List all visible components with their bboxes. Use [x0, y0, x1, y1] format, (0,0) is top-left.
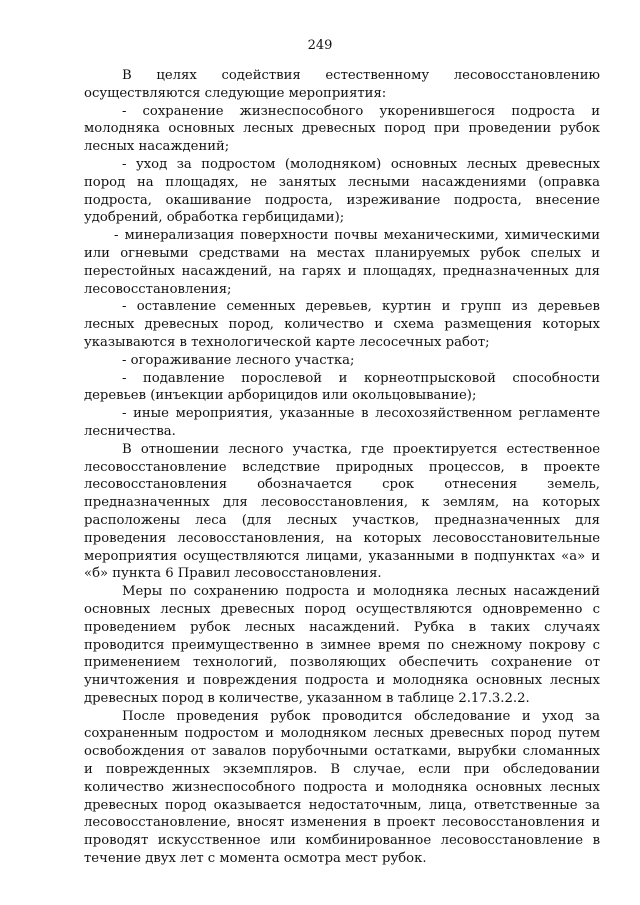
list-item-seed-trees: - оставление семенных деревьев, куртин и групп из деревьев лесных древесных пород, количество и схема размещения которых указываются в технологической карте лесосечных работ;	[84, 299, 600, 350]
list-item-fencing: - огораживание лесного участка;	[122, 352, 355, 368]
page-number: 249	[307, 38, 333, 53]
list-item-care: - уход за подростом (молодняком) основных лесных древесных пород на площадях, не занятых лесными насаждениями (оправка подроста, окашивание подроста, изреживание подроста, внесение удобрений, обработка гербицидами);	[84, 156, 600, 226]
document-body	[84, 67, 600, 868]
paragraph-intro: В целях содействия естественному лесовосстановлению осуществляются следующие мероприятия:	[84, 68, 600, 101]
list-item-suppression: - подавление порослевой и корнеотпрысковой способности деревьев (инъекции арборицидов или окольцовывание);	[84, 370, 600, 404]
list-item-mineralization: - минерализация поверхности почвы механическими, химическими или огневыми средствами на местах планируемых рубок спелых и перестойных насаждений, на гарях и площадях, предназначенных для лесовосстановления;	[84, 228, 600, 297]
paragraph-preservation-measures: Меры по сохранению подроста и молодняка лесных насаждений основных лесных древесных пород осуществляются одновременно с проведением рубок лесных насаждений. Рубка в таких случаях проводится преимущественно в зимнее время по снежному покрову с применением технологий, позволяющих обеспечить сохранение от уничтожения и повреждения подроста и молодняка основных лесных древесных пород в количестве, указанном в таблице 2.17.3.2.2.	[84, 584, 600, 706]
paragraph-after-felling: После проведения рубок проводится обследование и уход за сохраненным подростом и молодняком лесных древесных пород путем освобождения от завалов порубочными остатками, вырубки сломанных и поврежденных экземпляров. В случае, если при обследовании количество жизнеспособного подроста и молодняка основных лесных древесных пород оказывается недостаточным, лица, ответственные за лесовосстановление, вносят изменения в проект лесовосстановления и проводят искусственное или комбинированное лесовосстановление в течение двух лет с момента осмотра мест рубок.	[84, 708, 600, 867]
list-item-other: - иные мероприятия, указанные в лесохозяйственном регламенте лесничества.	[84, 406, 600, 439]
list-item-preservation: - сохранение жизнеспособного укоренившегося подроста и молодняка основных лесных древесных пород при проведении рубок лесных насаждений;	[84, 103, 600, 155]
paragraph-natural-regeneration: В отношении лесного участка, где проектируется естественное лесовосстановление вследствие природных процессов, в проекте лесовосстановления обозначается срок отнесения земель, предназначенных для лесовосстановления, к землям, на которых расположены леса (для лесных участков, предназначенных для проведения лесовосстановления, на которых лесовосстановительные мероприятия осуществляются лицами, указанными в подпунктах «а» и «б» пункта 6 Правил лесовосстановления.	[84, 441, 600, 582]
